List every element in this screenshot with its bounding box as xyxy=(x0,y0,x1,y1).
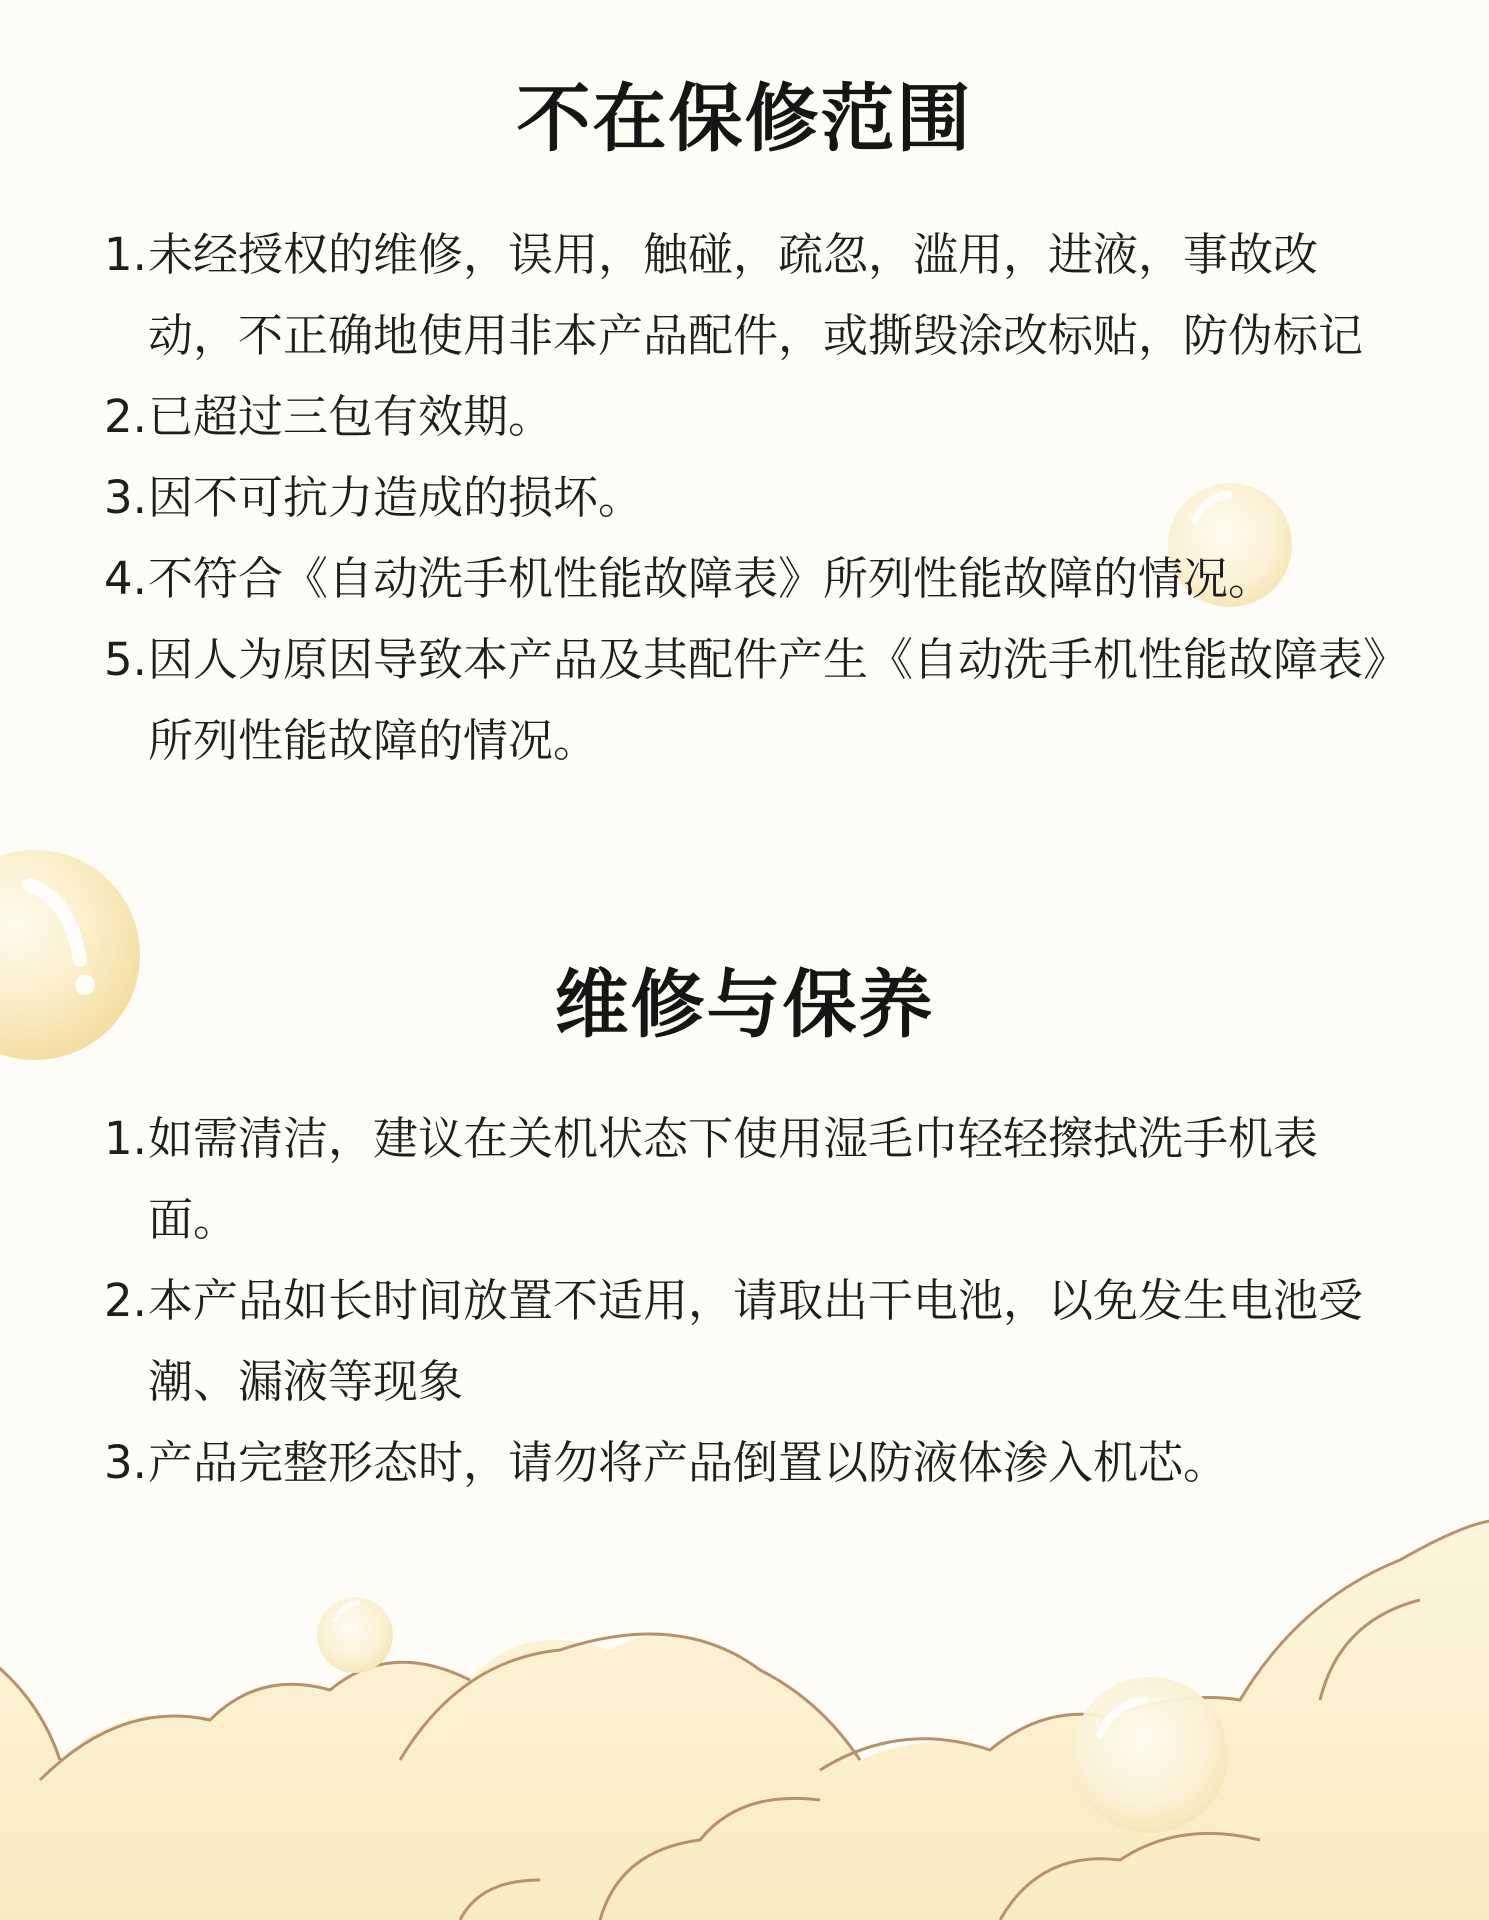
bubble-small-bottom-left xyxy=(317,1597,393,1673)
item-number: 5. xyxy=(104,633,147,686)
item-number: 1. xyxy=(104,228,147,281)
clouds xyxy=(0,1520,1489,1920)
item-text: 如需清洁，建议在关机状态下使用湿毛巾轻轻擦拭洗手机表面。 xyxy=(148,1112,1319,1246)
item-number: 3. xyxy=(104,1436,147,1489)
list-item xyxy=(104,1098,1394,1260)
maintenance-list xyxy=(104,1098,1394,1503)
item-number: 3. xyxy=(104,471,147,524)
maintenance-title: 维修与保养 xyxy=(554,962,935,1048)
list-item xyxy=(104,538,1394,619)
bubble-bottom-right xyxy=(1072,1677,1228,1833)
item-text: 未经授权的维修，误用，触碰，疏忽，滥用，进液，事故改动，不正确地使用非本产品配件，或撕毁涂改标贴，防伪标记 xyxy=(148,228,1364,362)
item-number: 1. xyxy=(104,1112,147,1165)
item-text: 因人为原因导致本产品及其配件产生《自动洗手机性能故障表》所列性能故障的情况。 xyxy=(148,633,1386,767)
list-item xyxy=(104,1260,1394,1422)
list-item xyxy=(104,376,1394,457)
item-text: 不符合《自动洗手机性能故障表》所列性能故障的情况。 xyxy=(148,552,1274,605)
warranty-exclusions-list xyxy=(104,214,1394,781)
item-number: 2. xyxy=(104,1274,147,1327)
list-item xyxy=(104,1422,1394,1503)
item-text: 产品完整形态时，请勿将产品倒置以防液体渗入机芯。 xyxy=(148,1436,1229,1489)
item-text: 本产品如长时间放置不适用，请取出干电池，以免发生电池受潮、漏液等现象 xyxy=(148,1274,1364,1408)
item-number: 4. xyxy=(104,552,147,605)
list-item xyxy=(104,619,1394,781)
item-text: 已超过三包有效期。 xyxy=(148,390,554,443)
list-item xyxy=(104,457,1394,538)
warranty-exclusions-title: 不在保修范围 xyxy=(516,76,973,162)
item-text: 因不可抗力造成的损坏。 xyxy=(148,471,644,524)
list-item xyxy=(104,214,1394,376)
item-number: 2. xyxy=(104,390,147,443)
